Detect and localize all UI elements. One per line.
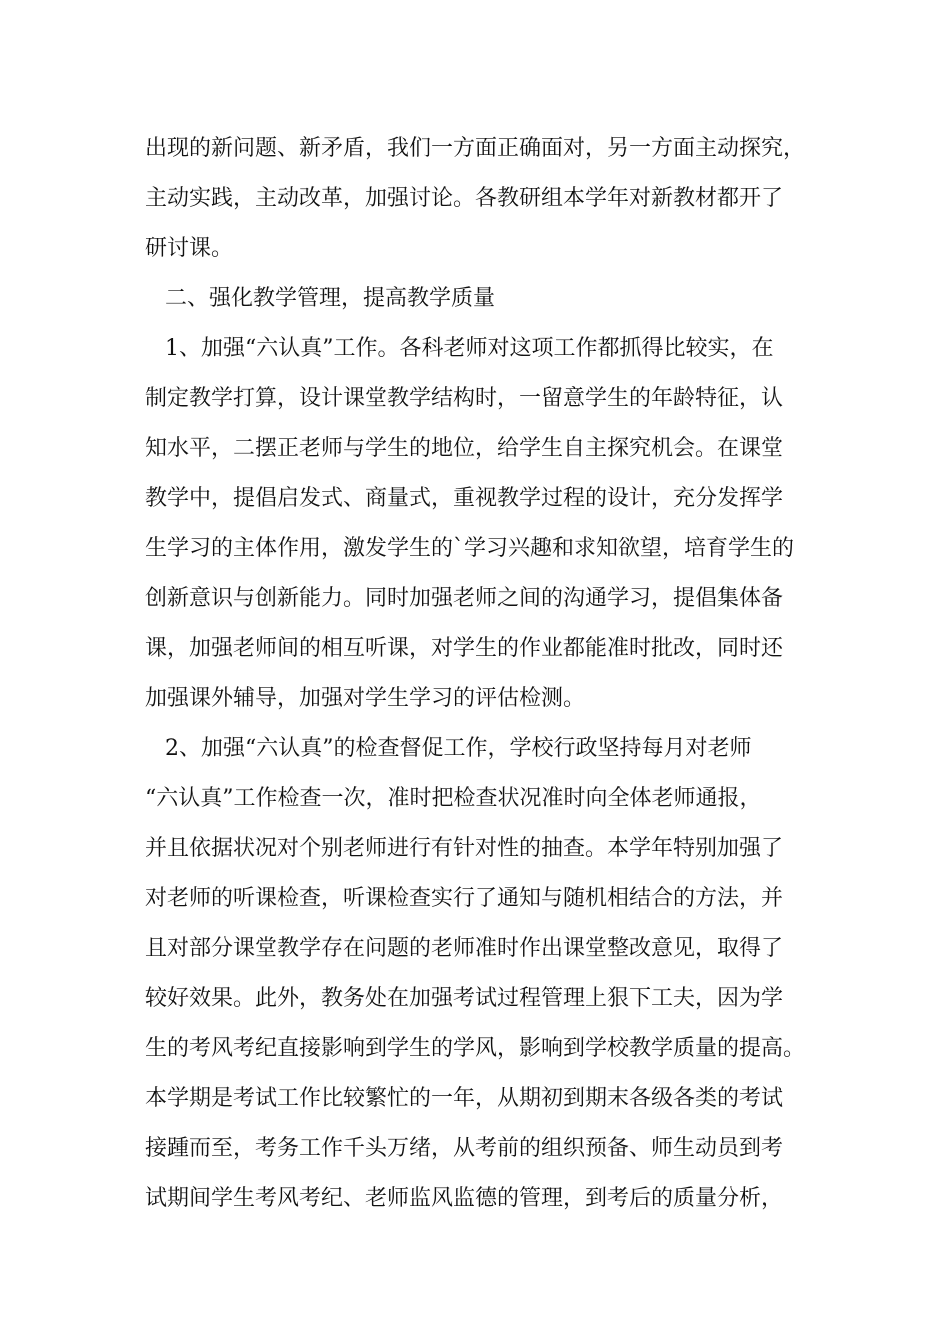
paragraph-line: 课，加强老师间的相互听课，对学生的作业都能准时批改，同时还 [145,636,784,661]
paragraph-line: 创新意识与创新能力。同时加强老师之间的沟通学习，提倡集体备 [145,586,784,611]
paragraph-line: 主动实践，主动改革，加强讨论。各教研组本学年对新教材都开了 [145,186,784,211]
paragraph-line: 2、加强“六认真”的检查督促工作，学校行政坚持每月对老师 [165,736,752,761]
paragraph-line: 出现的新问题、新矛盾，我们一方面正确面对，另一方面主动探究， [145,136,806,161]
paragraph-line: 教学中，提倡启发式、商量式，重视教学过程的设计，充分发挥学 [145,486,784,511]
paragraph-line: “六认真”工作检查一次，准时把检查状况准时向全体老师通报， [145,786,762,811]
paragraph-line: 对老师的听课检查，听课检查实行了通知与随机相结合的方法，并 [145,886,784,911]
paragraph-line: 较好效果。此外，教务处在加强考试过程管理上狠下工夫，因为学 [145,986,784,1011]
paragraph-line: 生的考风考纪直接影响到学生的学风，影响到学校教学质量的提高。 [145,1036,806,1061]
paragraph-line: 制定教学打算，设计课堂教学结构时，一留意学生的年龄特征，认 [145,386,784,411]
paragraph-line: 试期间学生考风考纪、老师监风监德的管理，到考后的质量分析， [145,1186,784,1211]
paragraph-line: 研讨课。 [145,236,234,261]
paragraph-line: 并且依据状况对个别老师进行有针对性的抽查。本学年特别加强了 [145,836,784,861]
paragraph-line: 且对部分课堂教学存在问题的老师准时作出课堂整改意见，取得了 [145,936,784,961]
paragraph-line: 本学期是考试工作比较繁忙的一年，从期初到期末各级各类的考试 [145,1086,784,1111]
paragraph-line: 1、加强“六认真”工作。各科老师对这项工作都抓得比较实，在 [165,336,774,361]
paragraph-line: 加强课外辅导，加强对学生学习的评估检测。 [145,686,586,711]
paragraph-line: 接踵而至，考务工作千头万绪，从考前的组织预备、师生动员到考 [145,1136,784,1161]
paragraph-line: 生学习的主体作用，激发学生的`学习兴趣和求知欲望，培育学生的 [145,536,795,561]
section-heading: 二、强化教学管理，提高教学质量 [165,286,496,311]
paragraph-line: 知水平，二摆正老师与学生的地位，给学生自主探究机会。在课堂 [145,436,784,461]
